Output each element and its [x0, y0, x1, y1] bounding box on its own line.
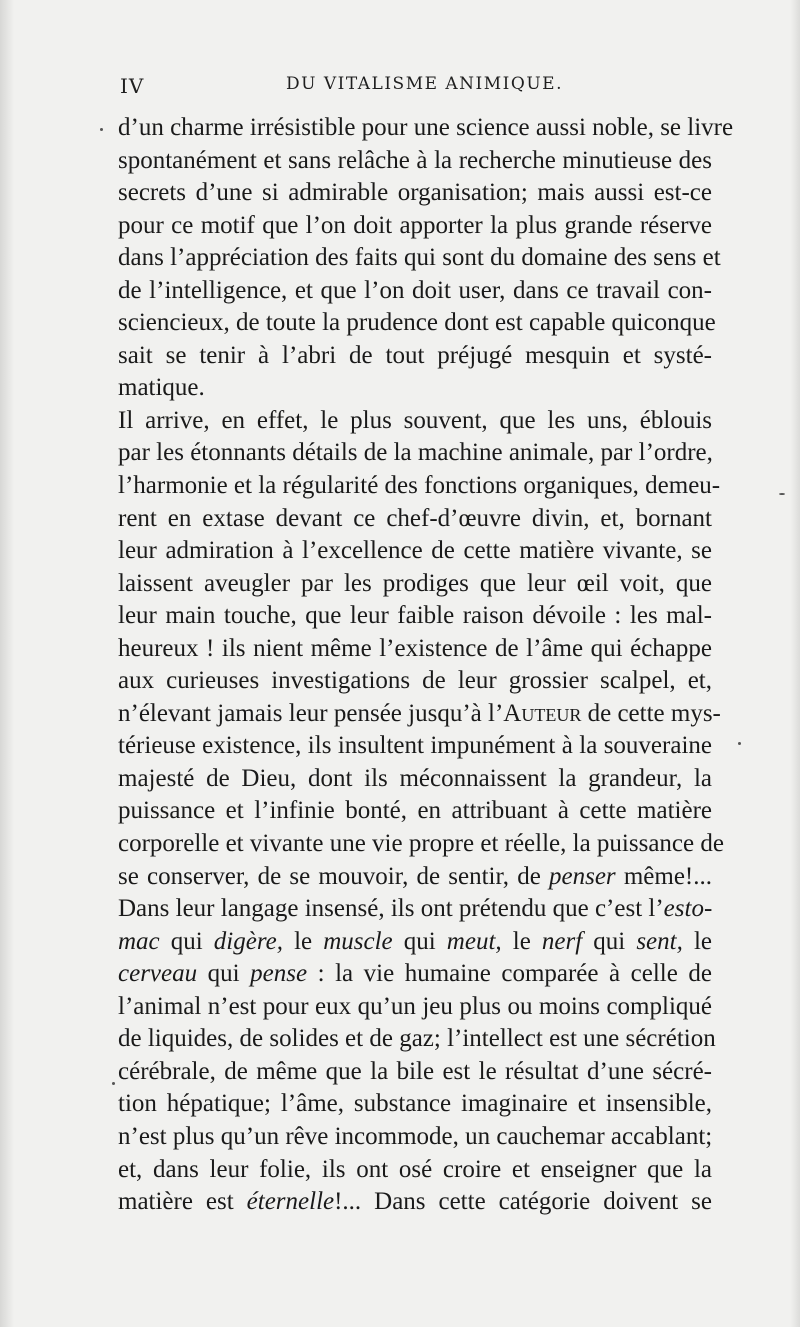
text-run: se conserver, de se mouvoir, de sentir, de	[118, 862, 549, 890]
text-line: rent en extase devant ce chef-d’œuvre divin, et, bornant	[118, 504, 712, 532]
text-run: qui	[392, 927, 447, 955]
page-header	[120, 74, 712, 100]
text-line: cérébrale, de même que la bile est le résultat d’une sécré-	[118, 1057, 712, 1085]
body-text	[118, 112, 734, 1219]
text-line: puissance et l’infinie bonté, en attribuant à cette matière	[118, 797, 712, 825]
text-line	[118, 926, 712, 959]
text-line: aux curieuses investigations de leur grossier scalpel, et,	[118, 667, 712, 695]
paper-speck	[100, 128, 103, 131]
text-line: sciencieux, de toute la prudence dont est capable quiconque	[118, 309, 716, 337]
text-line: matique.	[118, 374, 205, 402]
paragraph-start: Il arrive, en effet, le plus souvent, que les uns, éblouis	[118, 406, 712, 434]
text-run: qui	[159, 927, 214, 955]
text-line: secrets d’une si admirable organisation; mais aussi est-ce	[118, 179, 712, 207]
italic-word: nerf	[541, 927, 583, 955]
text-line: par les étonnants détails de la machine animale, par l’ordre,	[118, 439, 713, 467]
auteur-small-caps: Auteur	[503, 699, 582, 727]
text-run: le	[501, 927, 542, 955]
text-run: qui	[197, 960, 251, 988]
text-line: leur admiration à l’excellence de cette matière vivante, se	[118, 537, 712, 565]
paper-speck	[738, 742, 741, 745]
text-line: leur main touche, que leur faible raison dévoile : les mal-	[118, 602, 712, 630]
text-run: !... Dans cette catégorie doivent se	[334, 1188, 712, 1216]
text-line: majesté de Dieu, dont ils méconnaissent la grandeur, la	[118, 764, 712, 792]
italic-word: penser	[549, 862, 616, 890]
italic-word: pense	[250, 960, 308, 988]
text-line: sait se tenir à l’abri de tout préjugé mesquin et systé-	[118, 341, 712, 369]
text-line: térieuse existence, ils insultent impunément à la souveraine	[118, 732, 712, 760]
text-line	[118, 893, 712, 926]
text-line: corporelle et vivante une vie propre et réelle, la puissance de	[118, 830, 724, 858]
italic-word: éternelle	[246, 1188, 335, 1216]
text-line: spontanément et sans relâche à la recherche minutieuse des	[118, 146, 712, 174]
italic-word: muscle	[323, 927, 393, 955]
text-line: de l’intelligence, et que l’on doit user, dans ce travail con-	[118, 276, 712, 304]
italic-word: mac	[118, 927, 160, 955]
text-line: tion hépatique; l’âme, substance imaginaire et insensible,	[118, 1090, 712, 1118]
text-line	[118, 1186, 712, 1219]
text-line	[118, 698, 721, 731]
text-line: d’un charme irrésistible pour une science aussi noble, se livre	[118, 114, 734, 141]
italic-word: esto-	[663, 895, 713, 923]
text-line: pour ce motif que l’on doit apporter la plus grande réserve	[118, 211, 712, 239]
text-line: de liquides, de solides et de gaz; l’intellect est une sécrétion	[118, 1025, 716, 1053]
page-number: IV	[120, 74, 145, 98]
text-run: qui	[582, 927, 637, 955]
text-line: dans l’appréciation des faits qui sont du domaine des sens et	[118, 244, 721, 272]
text-line: l’animal n’est pour eux qu’un jeu plus ou moins compliqué	[118, 992, 712, 1020]
text-run: le	[283, 927, 324, 955]
italic-word: cerveau	[118, 960, 198, 988]
text-line	[118, 958, 712, 991]
text-line: l’harmonie et la régularité des fonctions organiques, demeu-	[118, 472, 721, 500]
text-run: même!...	[615, 862, 712, 890]
paper-speck	[112, 1082, 115, 1085]
text-run: Dans leur langage insensé, ils ont prétendu que c’est l’	[118, 895, 664, 923]
italic-word: digère,	[213, 927, 283, 955]
paper-speck	[779, 493, 785, 495]
text-line: laissent aveugler par les prodiges que leur œil voit, que	[118, 569, 712, 597]
text-run: le	[682, 927, 712, 955]
text-line: heureux ! ils nient même l’existence de l’âme qui échappe	[118, 634, 712, 662]
italic-word: meut,	[446, 927, 502, 955]
text-line: et, dans leur folie, ils ont osé croire et enseigner que la	[118, 1155, 712, 1183]
text-run: matière est	[118, 1188, 247, 1216]
text-line: n’est plus qu’un rêve incommode, un cauchemar accablant;	[118, 1122, 713, 1150]
text-run: de cette mys-	[581, 699, 721, 727]
italic-word: sent,	[636, 927, 683, 955]
text-line	[118, 861, 712, 894]
text-run: n’élevant jamais leur pensée jusqu’à l’	[118, 699, 504, 727]
text-run: : la vie humaine comparée à celle de	[307, 960, 712, 988]
running-title: DU VITALISME ANIMIQUE.	[286, 74, 563, 94]
